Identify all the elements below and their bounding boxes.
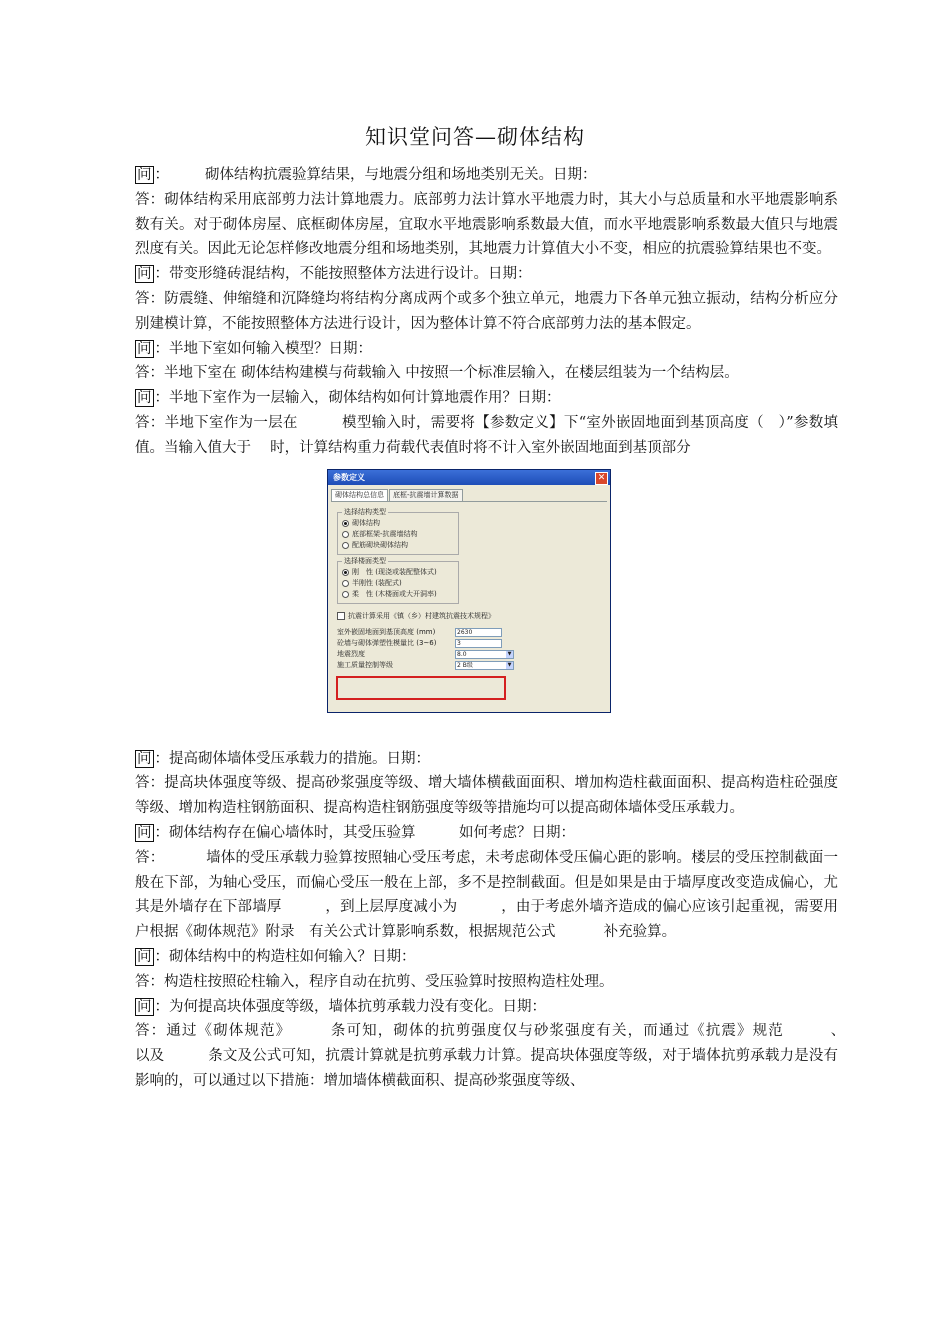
checkbox[interactable] (337, 612, 345, 620)
dialog-panel (331, 501, 607, 710)
page-title: 知识堂问答—砌体结构 (365, 125, 585, 149)
answer-text: 答：防震缝、伸缩缝和沉降缝均将结构分离成两个或多个独立单元，地震力下各单元独立振动，结构分析应分别建模计算，不能按照整体方法进行设计，因为整体计算不符合底部剪力法的基本假定。 (135, 290, 838, 332)
radio-label: 柔 性 (木楼面或大开洞率) (352, 589, 437, 598)
radio-button[interactable] (342, 531, 349, 538)
question-text: 砌体结构抗震验算结果，与地震分组和场地类别无关。日期： (205, 167, 597, 183)
question-marker: 问 (137, 948, 152, 965)
question-colon: ： (154, 824, 169, 841)
answer (135, 970, 838, 995)
question-marker: 问 (137, 266, 152, 283)
dialog-tabs (328, 485, 610, 501)
answer (135, 1019, 882, 1093)
question-text: 带变形缝砖混结构，不能按照整体方法进行设计。日期： (169, 266, 532, 283)
radio-button[interactable] (342, 569, 349, 576)
radio-button[interactable] (342, 542, 349, 549)
question-colon: ： (154, 998, 169, 1015)
question (135, 337, 838, 362)
group-legend: 选择楼面类型 (344, 556, 386, 565)
question-marker: 问 (137, 824, 152, 841)
chevron-down-icon[interactable]: ▼ (507, 661, 512, 668)
radio-option[interactable] (342, 589, 454, 600)
param-input[interactable]: 3 (455, 639, 502, 648)
radio-label: 半刚性 (装配式) (352, 578, 402, 587)
question-marker: 问 (137, 340, 152, 357)
option-group (337, 556, 459, 604)
question-text: 半地下室如何输入模型？日期： (169, 340, 372, 357)
param-select[interactable] (455, 650, 514, 659)
radio-label: 配筋砌块砌体结构 (352, 540, 408, 549)
question-text: 半地下室作为一层输入，砌体结构如何计算地震作用？日期： (169, 390, 561, 407)
question-colon: ： (154, 948, 169, 965)
radio-option[interactable] (342, 567, 454, 578)
answer-text: 答：半地下室在 砌体结构建模与荷载输入 中按照一个标准层输入，在楼层组装为一个结构层。 (135, 365, 739, 382)
question-colon: ： (154, 750, 169, 767)
question-text: 提高砌体墙体受压承载力的措施。日期： (169, 750, 430, 767)
param-row (337, 649, 601, 660)
radio-label: 底部框架-抗震墙结构 (352, 529, 418, 538)
close-icon[interactable]: ✕ (595, 472, 608, 485)
dialog-titlebar (328, 470, 610, 485)
answer-text: 答： 墙体的受压承载力验算按照轴心受压考虑，未考虑砌体受压偏心距的影响。楼层的受压控制截面一般在下部，为轴心受压，而偏心受压一般在上部，多不是控制截面。但是如果是由于墙厚度改变造成偏心，尤其是外墙存在下部墙厚 ，到上层厚度减小为 ，由于考虑外墙齐造成的偏心应该引起重视，需要用户根据《砌体规范》附录 有关公式计算影响系数，根据规范公式 补充验算。 (135, 849, 838, 941)
question-colon: ： (154, 390, 169, 407)
param-label: 砼墙与砌体弹塑性模量比 (3~6) (337, 638, 437, 647)
radio-button[interactable] (342, 580, 349, 587)
answer-text: 答：构造柱按照砼柱输入，程序自动在抗剪、受压验算时按照构造柱处理。 (135, 973, 614, 990)
parameter-dialog (327, 469, 611, 713)
param-label: 地震烈度 (337, 649, 365, 658)
answer (135, 846, 838, 945)
radio-option[interactable] (342, 529, 454, 540)
radio-button[interactable] (342, 520, 349, 527)
question-marker: 问 (137, 998, 152, 1015)
dialog-screenshot (135, 461, 838, 747)
dialog-title: 参数定义 (333, 472, 365, 482)
question-colon: ： (154, 266, 169, 283)
question (135, 995, 838, 1020)
group-legend: 选择结构类型 (344, 507, 386, 516)
radio-option[interactable] (342, 578, 454, 589)
question (135, 821, 838, 846)
radio-label: 刚 性 (现浇或装配整体式) (352, 567, 437, 576)
answer (135, 188, 838, 262)
radio-option[interactable] (342, 540, 454, 551)
question-text: 为何提高块体强度等级，墙体抗剪承载力没有变化。日期： (169, 998, 546, 1015)
question (135, 386, 838, 411)
answer (135, 411, 838, 461)
answer (135, 361, 838, 386)
select-value: 2 B级 (457, 661, 473, 669)
radio-label: 砌体结构 (352, 518, 380, 527)
question-marker: 问 (137, 390, 152, 407)
question-text: 砌体结构存在偏心墙体时，其受压验算 如何考虑？日期： (169, 824, 575, 841)
param-input[interactable]: 2630 (455, 628, 502, 637)
village-code-option[interactable] (337, 612, 601, 621)
answer-text: 答：砌体结构采用底部剪力法计算地震力。底部剪力法计算水平地震力时，其大小与总质量和水平地震影响系数有关。对于砌体房屋、底框砌体房屋，宜取水平地震影响系数最大值，而水平地震影响系数最大值只与地震烈度有关。因此无论怎样修改地震分组和场地类别，其地震力计算值大小不变，相应的抗震验算结果也不变。 (135, 191, 838, 258)
chevron-down-icon[interactable]: ▼ (507, 650, 512, 657)
question (135, 747, 838, 772)
answer (135, 771, 838, 821)
question-text: 砌体结构中的构造柱如何输入？日期： (169, 948, 416, 965)
question-colon: ： (154, 340, 169, 357)
option-group (337, 507, 459, 555)
dialog-tab[interactable]: 底框-抗震墙计算数据 (389, 489, 463, 501)
question (135, 945, 838, 970)
param-label: 室外嵌固地面到基顶高度 (mm) (337, 627, 436, 636)
select-value: 8.0 (457, 650, 467, 658)
answer-text: 答：通过《砌体规范》 条可知，砌体的抗剪强度仅与砂浆强度有关，而通过《抗震》规范 、 以及 条文及公式可知，抗震计算就是抗剪承载力计算。提高块体强度等级，对于墙体抗剪承载力是没有影响的，可以通过以下措施：增加墙体横截面积、提高砂浆强度等级、 (135, 1023, 882, 1089)
answer-text: 答：提高块体强度等级、提高砂浆强度等级、增大墙体横截面面积、增加构造柱截面面积、提高构造柱砼强度等级、增加构造柱钢筋面积、提高构造柱钢筋强度等级等措施均可以提高砌体墙体受压承载力。 (135, 775, 838, 817)
param-row (337, 660, 601, 671)
question (135, 163, 838, 188)
question-colon: ： (154, 167, 169, 183)
radio-button[interactable] (342, 591, 349, 598)
checkbox-label: 抗震计算采用《镇（乡）村建筑抗震技术规程》 (348, 611, 495, 620)
radio-option[interactable] (342, 518, 454, 529)
question-marker: 问 (137, 750, 152, 767)
answer-text: 答：半地下室作为一层在 模型输入时，需要将【参数定义】下“室外嵌固地面到基顶高度（ ）”参数填值。当输入值大于 时，计算结构重力荷载代表值时将不计入室外嵌固地面到基顶部分 (135, 414, 838, 456)
param-row (337, 638, 601, 649)
question (135, 262, 838, 287)
param-select[interactable] (455, 661, 514, 670)
dialog-tab[interactable]: 砌体结构总信息 (331, 489, 388, 501)
question-marker: 问 (137, 167, 152, 183)
param-row (337, 627, 601, 638)
param-label: 施工质量控制等级 (337, 660, 393, 669)
highlight-box (336, 676, 506, 700)
answer (135, 287, 838, 337)
document-body (135, 163, 882, 1094)
